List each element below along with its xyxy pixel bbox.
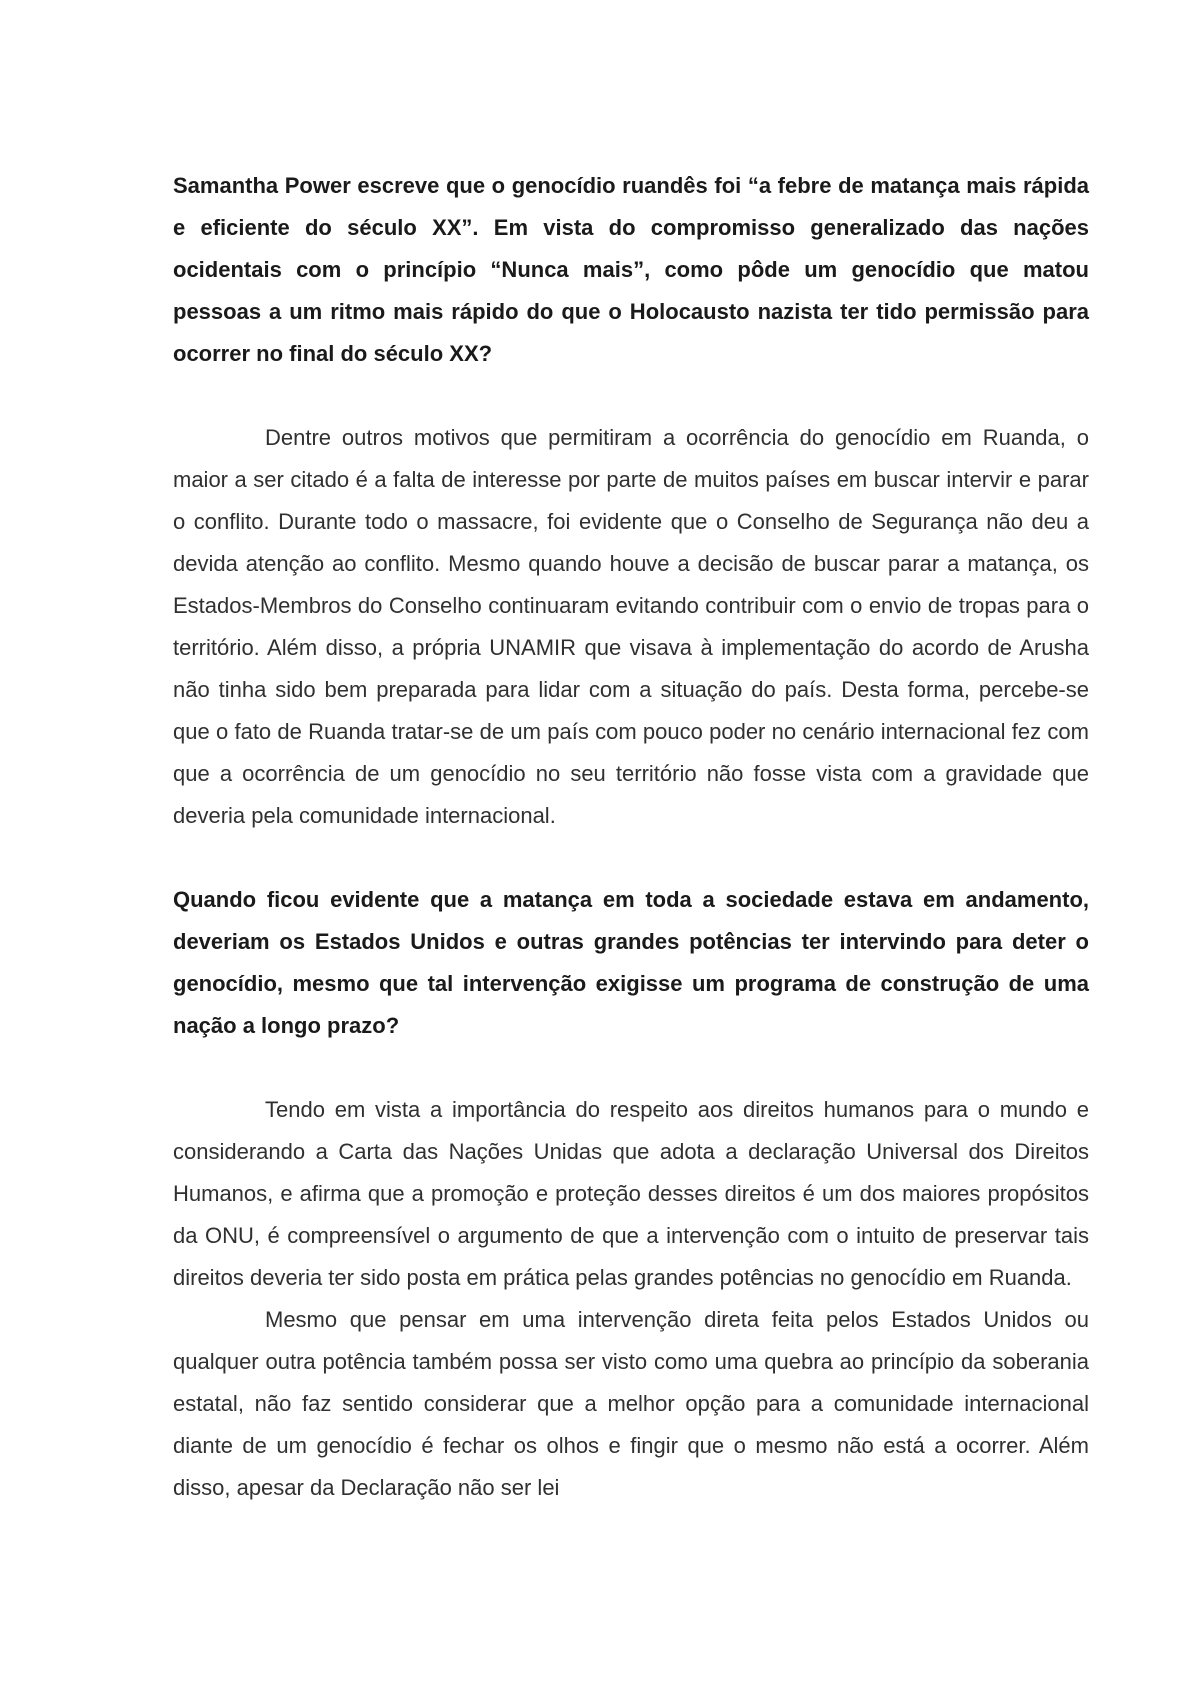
question-2-paragraph: Quando ficou evidente que a matança em toda a sociedade estava em andamento, deveriam os Estados Unidos e outras grandes potências ter intervindo para deter o genocídio, mesmo que tal intervenção exigisse um programa de construção de uma nação a longo prazo? [173, 887, 1089, 1038]
answer-1-paragraph: Dentre outros motivos que permitiram a ocorrência do genocídio em Ruanda, o maior a ser citado é a falta de interesse por parte de muitos países em buscar intervir e parar o conflito. Durante todo o massacre, foi evidente que o Conselho de Segurança não deu a devida atenção ao conflito. Mesmo quando houve a decisão de buscar parar a matança, os Estados-Membros do Conselho continuaram evitando contribuir com o envio de tropas para o território. Além disso, a própria UNAMIR que visava à implementação do acordo de Arusha não tinha sido bem preparada para lidar com a situação do país. Desta forma, percebe-se que o fato de Ruanda tratar-se de um país com pouco poder no cenário internacional fez com que a ocorrência de um genocídio no seu território não fosse vista com a gravidade que deveria pela comunidade internacional. [173, 425, 1089, 828]
question-1-paragraph: Samantha Power escreve que o genocídio ruandês foi “a febre de matança mais rápida e eficiente do século XX”. Em vista do compromisso generalizado das nações ocidentais com o princípio “Nunca mais”, como pôde um genocídio que matou pessoas a um ritmo mais rápido do que o Holocausto nazista ter tido permissão para ocorrer no final do século XX? [173, 173, 1089, 366]
answer-2-paragraph-1: Tendo em vista a importância do respeito aos direitos humanos para o mundo e considerando a Carta das Nações Unidas que adota a declaração Universal dos Direitos Humanos, e afirma que a promoção e proteção desses direitos é um dos maiores propósitos da ONU, é compreensível o argumento de que a intervenção com o intuito de preservar tais direitos deveria ter sido posta em prática pelas grandes potências no genocídio em Ruanda. [173, 1097, 1089, 1290]
answer-2-paragraph-2: Mesmo que pensar em uma intervenção direta feita pelos Estados Unidos ou qualquer outra potência também possa ser visto como uma quebra ao princípio da soberania estatal, não faz sentido considerar que a melhor opção para a comunidade internacional diante de um genocídio é fechar os olhos e fingir que o mesmo não está a ocorrer. Além disso, apesar da Declaração não ser lei [173, 1307, 1089, 1500]
document-page [173, 165, 1089, 1509]
